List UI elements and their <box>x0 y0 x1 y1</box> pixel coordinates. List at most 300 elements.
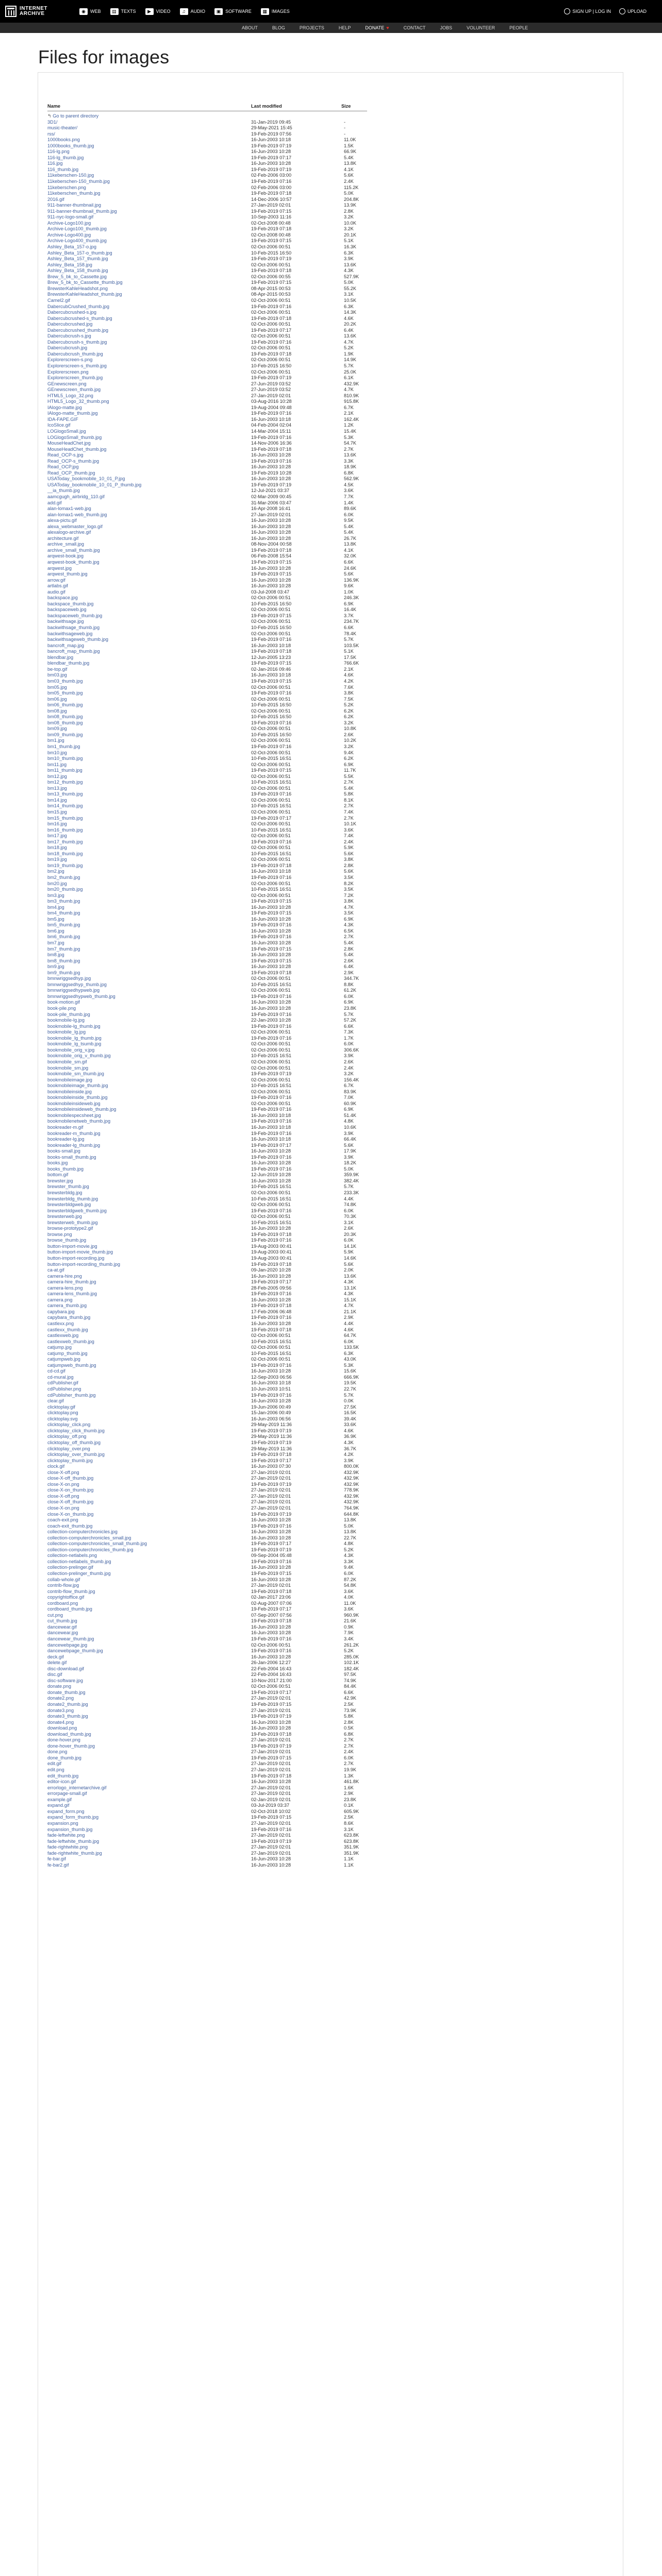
file-link[interactable]: 116_thumb.jpg <box>47 166 79 172</box>
file-link[interactable]: LOGlogoSmall_thumb.jpg <box>47 434 102 440</box>
file-link[interactable]: backspaceweb_thumb.jpg <box>47 613 103 618</box>
file-link[interactable]: close-X-on.png <box>47 1505 79 1511</box>
file-link[interactable]: bm15_thumb.jpg <box>47 815 83 821</box>
file-link[interactable]: 911-banner-thumbnail_thumb.jpg <box>47 208 117 214</box>
file-link[interactable]: Read_OCP-s_thumb.jpg <box>47 458 100 464</box>
upload-button[interactable] <box>619 8 647 14</box>
file-link[interactable]: blendbar.jpg <box>47 654 74 660</box>
file-link[interactable]: HTML5_Logo_32.png <box>47 393 93 398</box>
file-link[interactable]: bm16.jpg <box>47 821 67 827</box>
file-link[interactable]: deck.gif <box>47 1654 64 1659</box>
media-tab-texts[interactable] <box>110 8 136 15</box>
file-link[interactable]: arqwest_thumb.jpg <box>47 571 88 577</box>
file-link[interactable]: Ashley_Beta_158.jpg <box>47 262 92 267</box>
file-link[interactable]: bm09_thumb.jpg <box>47 732 83 737</box>
file-link[interactable]: Dabercubcrushed-s.jpg <box>47 310 96 315</box>
file-link[interactable]: button-import-movie_thumb.jpg <box>47 1249 113 1255</box>
file-link[interactable]: IcoSlice.gif <box>47 422 71 428</box>
file-link[interactable]: bm8.jpg <box>47 952 64 958</box>
file-link[interactable]: Read_OCP.jpg <box>47 464 79 470</box>
file-link[interactable]: brewsterbldg.jpg <box>47 1190 82 1195</box>
file-link[interactable]: dancewear.gif <box>47 1624 77 1630</box>
file-link[interactable]: USAToday_bookmobile_10_01_P.jpg <box>47 476 125 482</box>
file-link[interactable]: backwithsageweb_thumb.jpg <box>47 637 108 642</box>
column-date-header[interactable]: Last modified <box>251 104 282 109</box>
file-link[interactable]: done-hover.png <box>47 1737 80 1743</box>
file-link[interactable]: collection-prelinger.gif <box>47 1565 93 1570</box>
file-link[interactable]: donate4.png <box>47 1719 74 1725</box>
file-link[interactable]: Dabercubcrush_thumb.jpg <box>47 351 103 357</box>
file-link[interactable]: Dabercubcrushed_thumb.jpg <box>47 327 108 333</box>
file-link[interactable]: Ashley_Beta_157-o.jpg <box>47 244 97 250</box>
file-link[interactable]: brewsterbldgweb_thumb.jpg <box>47 1208 107 1213</box>
file-link[interactable]: bm5.jpg <box>47 916 64 922</box>
file-link[interactable]: Dabercubcrush.jpg <box>47 345 88 351</box>
file-link[interactable]: bm8_thumb.jpg <box>47 958 80 963</box>
file-link[interactable]: collab-whole.gif <box>47 1577 80 1582</box>
file-link[interactable]: fade-rightwhite_thumb.jpg <box>47 1850 102 1856</box>
internet-archive-logo[interactable] <box>0 6 72 17</box>
file-link[interactable]: expansion.png <box>47 1820 78 1826</box>
file-link[interactable]: bm1.jpg <box>47 738 64 743</box>
file-link[interactable]: aamcgugh_airbridg_110.gif <box>47 494 105 499</box>
file-link[interactable]: bookmobileimage.jpg <box>47 1077 92 1082</box>
file-link[interactable]: example.gif <box>47 1797 72 1802</box>
file-link[interactable]: bookmobile_orig_v.jpg <box>47 1047 95 1053</box>
file-link[interactable]: backwithsageweb.jpg <box>47 631 93 636</box>
file-link[interactable]: edit.png <box>47 1767 64 1773</box>
file-link[interactable]: donate3_thumb.jpg <box>47 1714 88 1719</box>
file-link[interactable]: bookmobile-lg.jpg <box>47 1018 85 1023</box>
file-link[interactable]: USAToday_bookmobile_10_01_P_thumb.jpg <box>47 482 142 487</box>
file-link[interactable]: Brew_5_bk_to_Cassette_thumb.jpg <box>47 280 123 285</box>
file-link[interactable]: bm08_thumb.jpg <box>47 714 83 720</box>
file-link[interactable]: dancewear.jpg <box>47 1630 78 1636</box>
file-link[interactable]: bm6.jpg <box>47 928 64 934</box>
file-link[interactable]: coach-exit.png <box>47 1517 78 1523</box>
file-link[interactable]: books_thumb.jpg <box>47 1166 84 1172</box>
file-link[interactable]: camera_thumb.jpg <box>47 1303 87 1309</box>
file-link[interactable]: brewster_thumb.jpg <box>47 1184 89 1190</box>
file-link[interactable]: bancroft_map_thumb.jpg <box>47 649 100 654</box>
file-link[interactable]: Ashley_Beta_157_thumb.jpg <box>47 256 108 262</box>
file-link[interactable]: collection-netlabels_thumb.jpg <box>47 1558 111 1564</box>
parent-directory-link[interactable]: ↰ Go to parent directory <box>45 113 251 120</box>
file-link[interactable]: bm09.jpg <box>47 726 67 732</box>
file-link[interactable]: audio.gif <box>47 589 65 595</box>
file-link[interactable]: bm12_thumb.jpg <box>47 779 83 785</box>
file-link[interactable]: bm08_thumb.jpg <box>47 720 83 725</box>
file-link[interactable]: cdPublisher.png <box>47 1386 81 1392</box>
file-link[interactable]: bmnwriggsedhyp.jpg <box>47 976 91 981</box>
file-link[interactable]: bancroft_map.jpg <box>47 642 84 648</box>
file-link[interactable]: delete.gif <box>47 1660 67 1666</box>
file-link[interactable]: bookmobileinsideweb.jpg <box>47 1100 101 1106</box>
file-link[interactable]: 911-nyc-logo-small.gif <box>47 214 94 220</box>
file-link[interactable]: clicktoplay_over_thumb.jpg <box>47 1452 105 1458</box>
file-link[interactable]: editor-icon.gif <box>47 1779 76 1785</box>
file-link[interactable]: expand_form_thumb.jpg <box>47 1815 99 1820</box>
file-link[interactable]: castlexx.png <box>47 1321 74 1327</box>
file-link[interactable]: arrow.gif <box>47 577 65 583</box>
file-link[interactable]: books-small.jpg <box>47 1148 80 1154</box>
file-link[interactable]: 116-lg.png <box>47 149 70 155</box>
file-link[interactable]: bm10.jpg <box>47 750 67 755</box>
file-link[interactable]: Archive-Logo400.jpg <box>47 232 91 238</box>
file-link[interactable]: Read_OCP_thumb.jpg <box>47 470 95 476</box>
nav-link-jobs[interactable] <box>440 25 452 30</box>
file-link[interactable]: bmnwriggsedhypweb_thumb.jpg <box>47 993 115 999</box>
nav-link-people[interactable] <box>509 25 528 30</box>
file-link[interactable]: fade-leftwhite_thumb.jpg <box>47 1838 100 1844</box>
nav-link-projects[interactable] <box>300 25 324 30</box>
file-link[interactable]: bm20.jpg <box>47 880 67 886</box>
file-link[interactable]: cd-mural.jpg <box>47 1374 74 1380</box>
file-link[interactable]: cd-cd.gif <box>47 1368 65 1374</box>
file-link[interactable]: browse_thumb.jpg <box>47 1238 87 1243</box>
file-link[interactable]: collection-computerchronicles_thumb.jpg <box>47 1547 134 1552</box>
file-link[interactable]: book-motion.gif <box>47 999 80 1005</box>
file-link[interactable]: bm19.jpg <box>47 857 67 862</box>
file-link[interactable]: done_thumb.jpg <box>47 1755 81 1760</box>
file-link[interactable]: clock.gif <box>47 1464 65 1469</box>
file-link[interactable]: close-X-off.png <box>47 1493 79 1499</box>
nav-link-blog[interactable] <box>272 25 285 30</box>
file-link[interactable]: bm7.jpg <box>47 940 64 946</box>
file-link[interactable]: 116.jpg <box>47 161 63 166</box>
file-link[interactable]: camera-hire.png <box>47 1273 82 1279</box>
file-link[interactable]: bookmobile_lg.jpg <box>47 1029 86 1035</box>
file-link[interactable]: 11keberschen_thumb.jpg <box>47 191 101 196</box>
file-link[interactable]: bm12.jpg <box>47 773 67 779</box>
file-link[interactable]: 11keberschen-150_thumb.jpg <box>47 179 110 184</box>
file-link[interactable]: close-X-on.png <box>47 1481 79 1487</box>
media-tab-images[interactable] <box>261 8 290 15</box>
file-link[interactable]: Archive-Logo400_thumb.jpg <box>47 238 107 244</box>
file-link[interactable]: clicktoplay_click_thumb.jpg <box>47 1428 105 1433</box>
file-link[interactable]: donate2.png <box>47 1696 74 1701</box>
file-link[interactable]: MouseHeadChet_thumb.jpg <box>47 446 107 452</box>
file-link[interactable]: BrewsterKahleHeadshot.png <box>47 285 108 291</box>
file-link[interactable]: cdPublisher.gif <box>47 1380 78 1386</box>
file-link[interactable]: bm3.jpg <box>47 892 64 898</box>
file-link[interactable]: Explorerscreen.png <box>47 369 89 375</box>
file-link[interactable]: artlabs.gif <box>47 583 68 589</box>
file-link[interactable]: contrib-flow_thumb.jpg <box>47 1588 95 1594</box>
file-link[interactable]: close-X-off_thumb.jpg <box>47 1499 94 1505</box>
file-link[interactable]: castlexweb_thumb.jpg <box>47 1338 94 1344</box>
column-size-header[interactable]: Size <box>341 104 351 109</box>
file-link[interactable]: clicktoplay_off_thumb.jpg <box>47 1439 101 1445</box>
file-link[interactable]: collection-computerchronicles.jpg <box>47 1529 118 1535</box>
file-link[interactable]: bm18.jpg <box>47 845 67 851</box>
file-link[interactable]: bm20_thumb.jpg <box>47 887 83 892</box>
file-link[interactable]: Archive-Logo100_thumb.jpg <box>47 226 107 232</box>
file-link[interactable]: bm08.jpg <box>47 708 67 714</box>
file-link[interactable]: bm2.jpg <box>47 869 64 874</box>
file-link[interactable]: cut.png <box>47 1612 63 1618</box>
file-link[interactable]: button-import-movie.jpg <box>47 1243 97 1249</box>
file-link[interactable]: bm17_thumb.jpg <box>47 839 83 844</box>
file-link[interactable]: expansion_thumb.jpg <box>47 1826 93 1832</box>
media-tab-video[interactable] <box>145 8 171 15</box>
file-link[interactable]: brewsterbldgweb.jpg <box>47 1202 91 1208</box>
file-link[interactable]: alexa-pictu.gif <box>47 518 77 523</box>
file-link[interactable]: alexa_webmaster_logo.gif <box>47 523 103 529</box>
file-link[interactable]: cut_thumb.jpg <box>47 1618 77 1624</box>
file-link[interactable]: 116-lg_thumb.jpg <box>47 155 84 160</box>
file-link[interactable]: bookmobile_sm.jpg <box>47 1065 89 1071</box>
file-link[interactable]: collection-netlabels.png <box>47 1553 97 1558</box>
file-link[interactable]: bookmobile_sm_thumb.jpg <box>47 1071 104 1077</box>
file-link[interactable]: fade-leftwhite.png <box>47 1833 85 1838</box>
file-link[interactable]: rss/ <box>47 131 55 137</box>
file-link[interactable]: bm10_thumb.jpg <box>47 756 83 761</box>
file-link[interactable]: fade-rightwhite.png <box>47 1844 88 1850</box>
file-link[interactable]: dancewebpage.jpg <box>47 1642 88 1648</box>
file-link[interactable]: 2016.gif <box>47 196 64 202</box>
nav-link-about[interactable] <box>242 25 258 30</box>
file-link[interactable]: expand_form.png <box>47 1808 85 1814</box>
file-link[interactable]: alexalogo-archive.gif <box>47 530 91 535</box>
file-link[interactable]: Explorerscreen_thumb.jpg <box>47 375 103 381</box>
file-link[interactable]: bookmobile_orig_v_thumb.jpg <box>47 1053 111 1059</box>
file-link[interactable]: MouseHeadChet.jpg <box>47 440 91 446</box>
file-link[interactable]: bm05.jpg <box>47 684 67 690</box>
file-link[interactable]: clicktoplay.png <box>47 1410 78 1416</box>
file-link[interactable]: 3D1/ <box>47 119 58 125</box>
file-link[interactable]: backspace.jpg <box>47 595 78 601</box>
file-link[interactable]: Archive-Logo100.jpg <box>47 220 91 226</box>
file-link[interactable]: donate2_thumb.jpg <box>47 1702 88 1707</box>
file-link[interactable]: castlexx_thumb.jpg <box>47 1327 88 1332</box>
file-link[interactable]: GEnewscreen_thumb.jpg <box>47 387 101 393</box>
file-link[interactable]: capybara.jpg <box>47 1309 75 1314</box>
file-link[interactable]: expand.gif <box>47 1803 70 1808</box>
file-link[interactable]: button-import-recording_thumb.jpg <box>47 1261 120 1267</box>
file-link[interactable]: close-X-off.png <box>47 1469 79 1475</box>
file-link[interactable]: collection-prelinger_thumb.jpg <box>47 1570 111 1576</box>
file-link[interactable]: 911-banner-thumbnail.jpg <box>47 202 102 208</box>
file-link[interactable]: bookmobile_sm.gif <box>47 1059 87 1064</box>
file-link[interactable]: errorpage-small.gif <box>47 1791 87 1797</box>
file-link[interactable]: bm14.jpg <box>47 797 67 803</box>
file-link[interactable]: bm4_thumb.jpg <box>47 910 80 916</box>
file-link[interactable]: bm16_thumb.jpg <box>47 827 83 833</box>
file-link[interactable]: backwithsage.jpg <box>47 619 84 624</box>
file-link[interactable]: catjump_thumb.jpg <box>47 1350 88 1356</box>
file-link[interactable]: Dabercubcrush-s.jpg <box>47 333 91 339</box>
file-link[interactable]: clicktoplay.gif <box>47 1404 75 1410</box>
file-link[interactable]: bm18_thumb.jpg <box>47 851 83 856</box>
file-link[interactable]: capybara_thumb.jpg <box>47 1315 91 1320</box>
file-link[interactable]: IAlogo-matte_thumb.jpg <box>47 411 98 416</box>
file-link[interactable]: Ashley_Beta_157-o_thumb.jpg <box>47 250 112 256</box>
file-link[interactable]: bm15.jpg <box>47 809 67 815</box>
file-link[interactable]: IDA-FAPE.GIF <box>47 416 78 422</box>
file-link[interactable]: donate_thumb.jpg <box>47 1689 86 1695</box>
file-link[interactable]: arqwest-book.jpg <box>47 553 84 559</box>
file-link[interactable]: bookmobileinside_thumb.jpg <box>47 1095 108 1100</box>
file-link[interactable]: IAlogo-matte.jpg <box>47 404 82 410</box>
file-link[interactable]: fe-bar2.gif <box>47 1862 69 1868</box>
file-link[interactable]: LOGlogoSmall.jpg <box>47 428 86 434</box>
file-link[interactable]: bookreader-m_thumb.jpg <box>47 1130 101 1136</box>
column-name-header[interactable]: Name <box>47 104 61 109</box>
file-link[interactable]: 11keberschen.png <box>47 184 86 190</box>
file-link[interactable]: Explorerscreen-s.png <box>47 357 93 363</box>
file-link[interactable]: brewsterweb.jpg <box>47 1214 82 1219</box>
file-link[interactable]: bm19_thumb.jpg <box>47 862 83 868</box>
file-link[interactable]: HTML5_Logo_32_thumb.png <box>47 399 109 404</box>
file-link[interactable]: bm03_thumb.jpg <box>47 678 83 684</box>
file-link[interactable]: bookmobile_lg_thumb.jpg <box>47 1035 102 1041</box>
file-link[interactable]: bookmobile-lg_thumb.jpg <box>47 1023 101 1029</box>
file-link[interactable]: close-X-on_thumb.jpg <box>47 1487 94 1493</box>
file-link[interactable]: bm14_thumb.jpg <box>47 803 83 809</box>
file-link[interactable]: catjumpweb.jpg <box>47 1357 80 1362</box>
file-link[interactable]: close-X-off_thumb.jpg <box>47 1476 94 1481</box>
file-link[interactable]: backspaceweb.jpg <box>47 607 87 613</box>
file-link[interactable]: bmnwriggsedhypweb.jpg <box>47 988 100 993</box>
file-link[interactable]: bm05_thumb.jpg <box>47 690 83 696</box>
file-link[interactable]: bottom.gif <box>47 1172 69 1178</box>
file-link[interactable]: brewsterbldg_thumb.jpg <box>47 1196 98 1201</box>
file-link[interactable]: edit.gif <box>47 1761 62 1767</box>
file-link[interactable]: 1000books.png <box>47 137 80 143</box>
file-link[interactable]: bm06_thumb.jpg <box>47 702 83 708</box>
sign-in-link[interactable] <box>564 8 611 14</box>
file-link[interactable]: button-import-recording.jpg <box>47 1256 105 1261</box>
file-link[interactable]: clicktoplay_off.png <box>47 1434 87 1439</box>
file-link[interactable]: bookmobile_lg_tsumb.jpg <box>47 1041 102 1047</box>
file-link[interactable]: edit_thumb.jpg <box>47 1773 79 1778</box>
file-link[interactable]: clicktoplay_click.png <box>47 1422 91 1428</box>
file-link[interactable]: browse-prototype2.gif <box>47 1226 93 1231</box>
file-link[interactable]: alan-lomax1-web.jpg <box>47 506 91 512</box>
nav-link-help[interactable] <box>339 25 351 30</box>
file-link[interactable]: ca-at.gif <box>47 1267 64 1273</box>
file-link[interactable]: camera-lens_thumb.jpg <box>47 1291 97 1297</box>
file-link[interactable]: bookmobileinside.jpg <box>47 1089 92 1094</box>
file-link[interactable]: bookreader-lg.jpg <box>47 1137 85 1142</box>
file-link[interactable]: castlexweb.jpg <box>47 1333 79 1338</box>
file-link[interactable]: donate.png <box>47 1684 71 1689</box>
file-link[interactable]: GEnewscreen.png <box>47 381 87 386</box>
file-link[interactable]: architecture.gif <box>47 535 79 541</box>
media-tab-software[interactable] <box>214 8 252 15</box>
file-link[interactable]: copyrightoffice.gif <box>47 1595 85 1600</box>
file-link[interactable]: archive_small_thumb.jpg <box>47 547 100 553</box>
file-link[interactable]: Explorerscreen-s_thumb.jpg <box>47 363 107 368</box>
file-link[interactable]: bm06.jpg <box>47 696 67 702</box>
file-link[interactable]: archive_small.jpg <box>47 541 84 547</box>
file-link[interactable]: catjumpweb_thumb.jpg <box>47 1362 96 1368</box>
file-link[interactable]: blendbar_thumb.jpg <box>47 660 90 666</box>
file-link[interactable]: dancewear_thumb.jpg <box>47 1636 94 1641</box>
file-link[interactable]: bm2_thumb.jpg <box>47 875 80 880</box>
file-link[interactable]: contrib-flow.jpg <box>47 1583 79 1588</box>
file-link[interactable]: camera-hire_thumb.jpg <box>47 1279 96 1285</box>
file-link[interactable]: bookreader-m.gif <box>47 1124 84 1130</box>
file-link[interactable]: Brew_5_bk_to_Cassette.jpg <box>47 274 107 279</box>
file-link[interactable]: bm17.jpg <box>47 833 67 839</box>
file-link[interactable]: download_thumb.jpg <box>47 1731 91 1737</box>
file-link[interactable]: add.gif <box>47 500 62 505</box>
file-link[interactable]: Read_OCP-s.jpg <box>47 452 84 458</box>
parent-directory-row[interactable] <box>45 113 372 120</box>
file-link[interactable]: bookmobileinsideweb_thumb.jpg <box>47 1107 117 1112</box>
file-link[interactable]: bm11.jpg <box>47 761 67 767</box>
file-link[interactable]: browse.png <box>47 1231 72 1237</box>
file-link[interactable]: camera-lens.png <box>47 1285 83 1291</box>
file-link[interactable]: disc-download.gif <box>47 1666 84 1671</box>
file-link[interactable]: bm9.jpg <box>47 964 64 970</box>
file-link[interactable]: backwithsage_thumb.jpg <box>47 625 100 631</box>
file-link[interactable]: DabercubCrushed_thumb.jpg <box>47 303 110 309</box>
file-link[interactable]: bm03.jpg <box>47 672 67 678</box>
file-link[interactable]: books-small_thumb.jpg <box>47 1154 96 1160</box>
file-link[interactable]: camera.png <box>47 1297 73 1302</box>
file-link[interactable]: clear.gif <box>47 1398 64 1404</box>
file-link[interactable]: coach-exit_thumb.jpg <box>47 1523 93 1529</box>
file-link[interactable]: cordboard.png <box>47 1600 78 1606</box>
file-link[interactable]: disc-software.jpg <box>47 1677 83 1683</box>
file-link[interactable]: bm9_thumb.jpg <box>47 970 80 975</box>
file-link[interactable]: collection-computerchronicles_small.jpg <box>47 1535 131 1540</box>
file-link[interactable]: bookmobilenetweb_thumb.jpg <box>47 1118 111 1124</box>
file-link[interactable]: music-theater/ <box>47 125 78 131</box>
file-link[interactable]: bm13_thumb.jpg <box>47 791 83 797</box>
file-link[interactable]: bookreader-lg_thumb.jpg <box>47 1142 101 1148</box>
file-link[interactable]: collection-computerchronicles_small_thumb.jpg <box>47 1541 147 1547</box>
media-tab-web[interactable] <box>79 8 101 15</box>
file-link[interactable]: bm3_thumb.jpg <box>47 899 80 904</box>
file-link[interactable]: done.png <box>47 1749 68 1755</box>
file-link[interactable]: __ia_thumb.jpg <box>47 488 80 494</box>
file-link[interactable]: Dabercubcrushed.jpg <box>47 321 93 327</box>
file-link[interactable]: done-hover_thumb.jpg <box>47 1743 95 1749</box>
file-link[interactable]: bm1_thumb.jpg <box>47 743 80 749</box>
file-link[interactable]: donate3.png <box>47 1707 74 1713</box>
file-link[interactable]: clicktoplay.svg <box>47 1416 78 1421</box>
file-link[interactable]: book-pile.png <box>47 1006 76 1011</box>
file-link[interactable]: Dabercubcrush-s_thumb.jpg <box>47 339 107 345</box>
file-link[interactable]: catjump.jpg <box>47 1345 72 1350</box>
file-link[interactable]: cordboard_thumb.jpg <box>47 1606 92 1612</box>
file-link[interactable]: 11keberschen-150.jpg <box>47 173 94 178</box>
nav-link-volunteer[interactable] <box>467 25 495 30</box>
file-link[interactable]: be-top.gif <box>47 666 68 672</box>
file-link[interactable]: dancewebpage_thumb.jpg <box>47 1648 103 1654</box>
file-link[interactable]: arqwest-book_thumb.jpg <box>47 560 100 565</box>
file-link[interactable]: bm13.jpg <box>47 785 67 791</box>
file-link[interactable]: alan-lomax1-web_thumb.jpg <box>47 512 107 517</box>
nav-link-donate[interactable] <box>365 25 389 30</box>
file-link[interactable]: BrewsterKahleHeadshot_thumb.jpg <box>47 292 122 297</box>
file-link[interactable]: arqwest.jpg <box>47 565 72 571</box>
file-link[interactable]: fe-bar.gif <box>47 1856 66 1862</box>
file-link[interactable]: clicktoplay_over.png <box>47 1446 90 1451</box>
file-link[interactable]: Ashley_Beta_158_thumb.jpg <box>47 268 108 274</box>
file-link[interactable]: bm4.jpg <box>47 904 64 910</box>
file-link[interactable]: book-pile_thumb.jpg <box>47 1011 90 1017</box>
file-link[interactable]: bm11_thumb.jpg <box>47 768 82 773</box>
file-link[interactable]: brewsterweb_thumb.jpg <box>47 1219 98 1225</box>
file-link[interactable]: clicktoplay_thumb.jpg <box>47 1458 93 1463</box>
file-link[interactable]: Dabercubcrushed-s_thumb.jpg <box>47 315 112 321</box>
file-link[interactable]: 1000books_thumb.jpg <box>47 143 94 148</box>
